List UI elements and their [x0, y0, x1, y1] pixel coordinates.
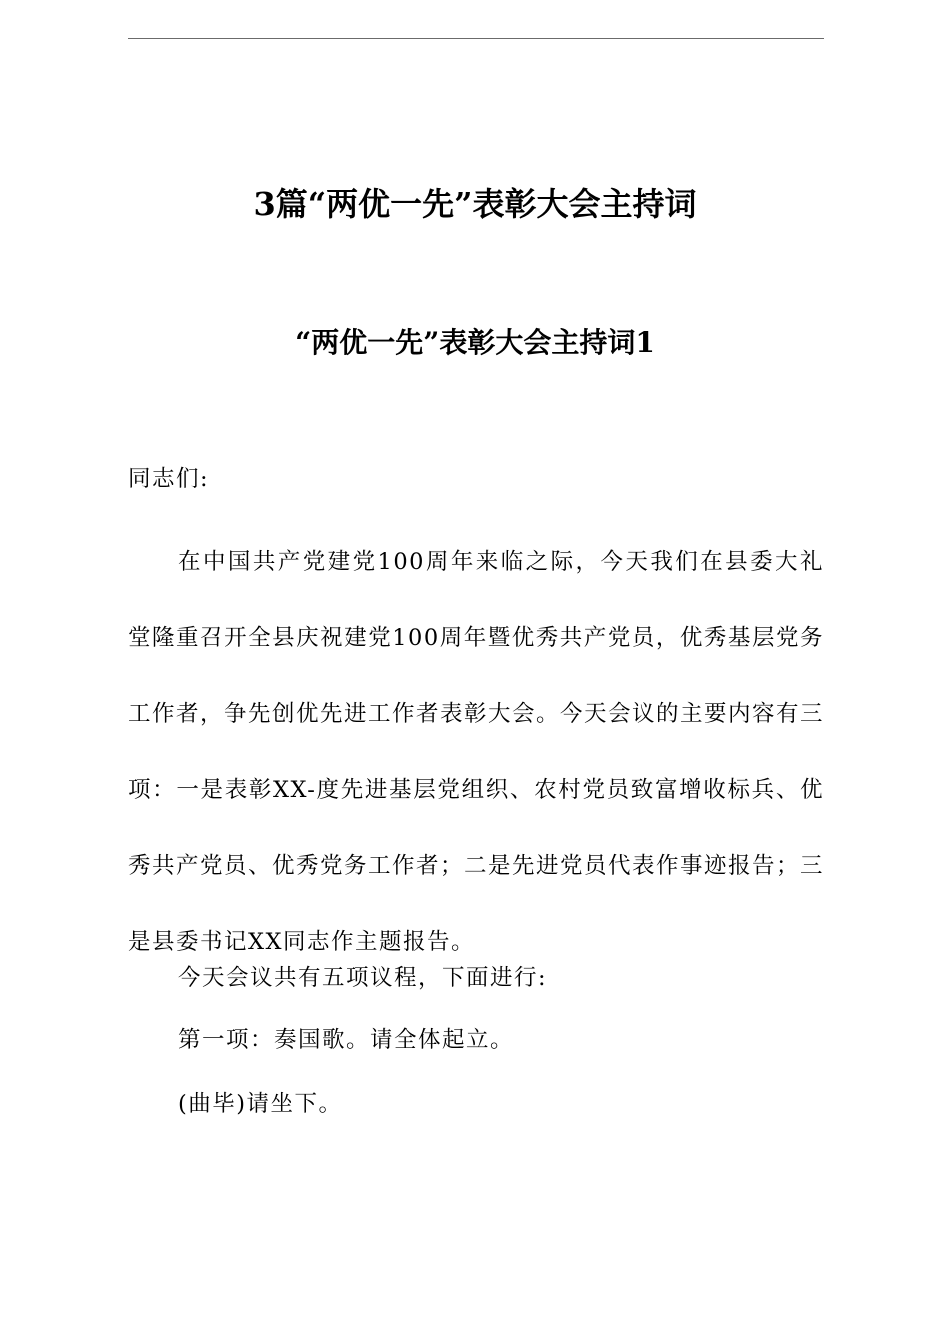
instruction-paragraph: (曲毕)请坐下。	[178, 1091, 343, 1117]
section-title: “两优一先”表彰大会主持词1	[295, 326, 655, 359]
header-rule	[128, 38, 824, 39]
salutation: 同志们:	[128, 466, 210, 492]
agenda-paragraph: 今天会议共有五项议程，下面进行:	[178, 965, 548, 991]
intro-paragraph: 在中国共产党建党100周年来临之际，今天我们在县委大礼堂隆重召开全县庆祝建党100周年暨优秀共产党员，优秀基层党务工作者，争先创优先进工作者表彰大会。今天会议的主要内容有三项：一是表彰XX-度先进基层党组织、农村党员致富增收标兵、优秀共产党员、优秀党务工作者；二是先进党员代表作事迹报告；三是县委书记XX同志作主题报告。	[128, 549, 825, 955]
agenda-item-1: 第一项：奏国歌。请全体起立。	[178, 1027, 515, 1053]
document-title: 3篇“两优一先”表彰大会主持词	[253, 185, 697, 223]
